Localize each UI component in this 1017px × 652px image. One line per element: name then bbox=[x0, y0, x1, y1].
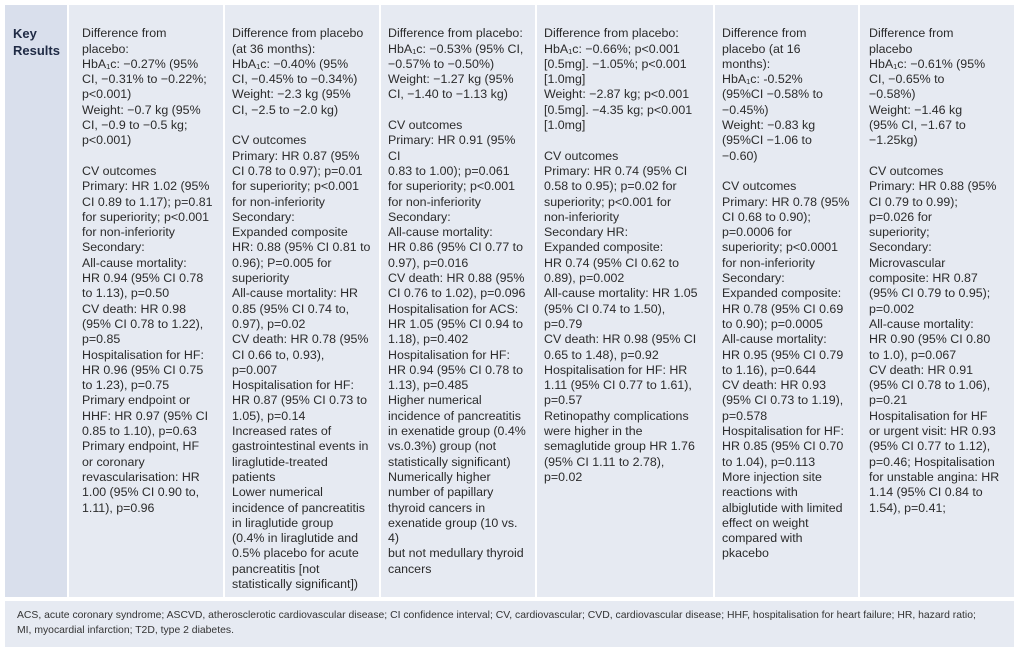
abbreviations-footnote: ACS, acute coronary syndrome; ASCVD, atherosclerotic cardiovascular disease; CI confidence interval; CV, cardiovascular; CVD, cardiovascular disease; HHF, hospitalisation for heart failure; HR, hazard ratio; MI, myocardial infarction; T2D, type 2 diabetes. bbox=[5, 601, 1014, 647]
trial-cell-5-text: Difference from placebo (at 16 months): HbA₁c: -0.52% (95%CI −0.58% to −0.45%) Weight: −0.83 kg (95%CI −1.06 to −0.60) CV outcomes Primary: HR 0.78 (95% CI 0.68 to 0.90); p=0.0006 for superiority; p<0.0001 for non-inferiority Secondary: Expanded composite: HR 0.78 (95% CI 0.69 to 0.90); p=0.0005 All-cause mortality: HR 0.95 (95% CI 0.79 to 1.16), p=0.644 CV death: HR 0.93 (95% CI 0.73 to 1.19), p=0.578 Hospitalisation for HF: HR 0.85 (95% CI 0.70 to 1.04), p=0.113 More injection site reactions with albiglutide with limited effect on weight compared with pkacebo bbox=[722, 26, 850, 561]
trial-cell-2-text: Difference from placebo (at 36 months): HbA₁c: −0.40% (95% CI, −0.45% to −0.34%) Weight: −2.3 kg (95% CI, −2.5 to −2.0 kg) CV outcomes Primary: HR 0.87 (95% CI 0.78 to 0.97); p=0.01 for superiority; p<0.001 for non-inferiority Secondary: Expanded composite HR: 0.88 (95% CI 0.81 to 0.96); P=0.005 for superiority All-cause mortality: HR 0.85 (95% CI 0.74 to, 0.97), p=0.02 CV death: HR 0.78 (95% CI 0.66 to, 0.93), p=0.007 Hospitalisation for HF: HR 0.87 (95% CI 0.73 to 1.05), p=0.14 Increased rates of gastrointestinal events in liraglutide-treated patients Lower numerical incidence of pancreatitis in liraglutide group (0.4% in liraglutide and 0.5% placebo for acute pancreatitis [not statistically significant]) bbox=[232, 26, 371, 591]
trial-cell-3 bbox=[381, 5, 537, 597]
trial-cell-1 bbox=[69, 5, 225, 597]
trial-cell-4-text: Difference from placebo: HbA₁c: −0.66%; p<0.001 [0.5mg]. −1.05%; p<0.001 [1.0mg] Weight: −2.87 kg; p<0.001 [0.5mg]. −4.35 kg; p<0.001 [1.0mg] CV outcomes Primary: HR 0.74 (95% CI 0.58 to 0.95); p=0.02 for superiority; p<0.001 for non-inferiority Secondary HR: Expanded composite: HR 0.74 (95% CI 0.62 to 0.89), p=0.002 All-cause mortality: HR 1.05 (95% CI 0.74 to 1.50), p=0.79 CV death: HR 0.98 (95% CI 0.65 to 1.48), p=0.92 Hospitalisation for HF: HR 1.11 (95% CI 0.77 to 1.61), p=0.57 Retinopathy complications were higher in the semaglutide group HR 1.76 (95% CI 1.11 to 2.78), p=0.02 bbox=[544, 26, 698, 484]
trial-cell-4 bbox=[537, 5, 715, 597]
row-header-cell bbox=[5, 5, 69, 597]
row-header-label: Key Results bbox=[13, 26, 60, 58]
trial-cell-1-text: Difference from placebo: HbA₁c: −0.27% (95% CI, −0.31% to −0.22%; p<0.001) Weight: −0.7 kg (95% CI, −0.9 to −0.5 kg; p<0.001) CV outcomes Primary: HR 1.02 (95% CI 0.89 to 1.17); p=0.81 for superiority; p<0.001 for non-inferiority Secondary: All-cause mortality: HR 0.94 (95% CI 0.78 to 1.13), p=0.50 CV death: HR 0.98 (95% CI 0.78 to 1.22), p=0.85 Hospitalisation for HF: HR 0.96 (95% CI 0.75 to 1.23), p=0.75 Primary endpoint or HHF: HR 0.97 (95% CI 0.85 to 1.10), p=0.63 Primary endpoint, HF or coronary revascularisation: HR 1.00 (95% CI 0.90 to, 1.11), p=0.96 bbox=[82, 26, 213, 515]
trial-cell-5 bbox=[715, 5, 860, 597]
trial-cell-3-text: Difference from placebo: HbA₁c: −0.53% (95% CI, −0.57% to −0.50%) Weight: −1.27 kg (95% CI, −1.40 to −1.13 kg) CV outcomes Primary: HR 0.91 (95% CI 0.83 to 1.00); p=0.061 for superiority; p<0.001 for non-inferiority Secondary: All-cause mortality: HR 0.86 (95% CI 0.77 to 0.97), p=0.016 CV death: HR 0.88 (95% CI 0.76 to 1.02), p=0.096 Hospitalisation for ACS: HR 1.05 (95% CI 0.94 to 1.18), p=0.402 Hospitalisation for HF: HR 0.94 (95% CI 0.78 to 1.13), p=0.485 Higher numerical incidence of pancreatitis in exenatide group (0.4% vs.0.3%) group (not statistically significant) Numerically higher number of papillary thyroid cancers in exenatide group (10 vs. 4) but not medullary thyroid cancers bbox=[388, 26, 526, 576]
trial-cell-6 bbox=[860, 5, 1014, 597]
trial-cell-6-text: Difference from placebo HbA₁c: −0.61% (95% CI, −0.65% to −0.58%) Weight: −1.46 kg (95% CI, −1.67 to −1.25kg) CV outcomes Primary: HR 0.88 (95% CI 0.79 to 0.99); p=0.026 for superiority; Secondary: Microvascular composite: HR 0.87 (95% CI 0.79 to 0.95); p=0.002 All-cause mortality: HR 0.90 (95% CI 0.80 to 1.0), p=0.067 CV death: HR 0.91 (95% CI 0.78 to 1.06), p=0.21 Hospitalisation for HF or urgent visit: HR 0.93 (95% CI 0.77 to 1.12), p=0.46; Hospitalisation for unstable angina: HR 1.14 (95% CI 0.84 to 1.54), p=0.41; bbox=[869, 26, 1000, 515]
trial-cell-2 bbox=[225, 5, 381, 597]
key-results-table bbox=[5, 5, 1014, 597]
